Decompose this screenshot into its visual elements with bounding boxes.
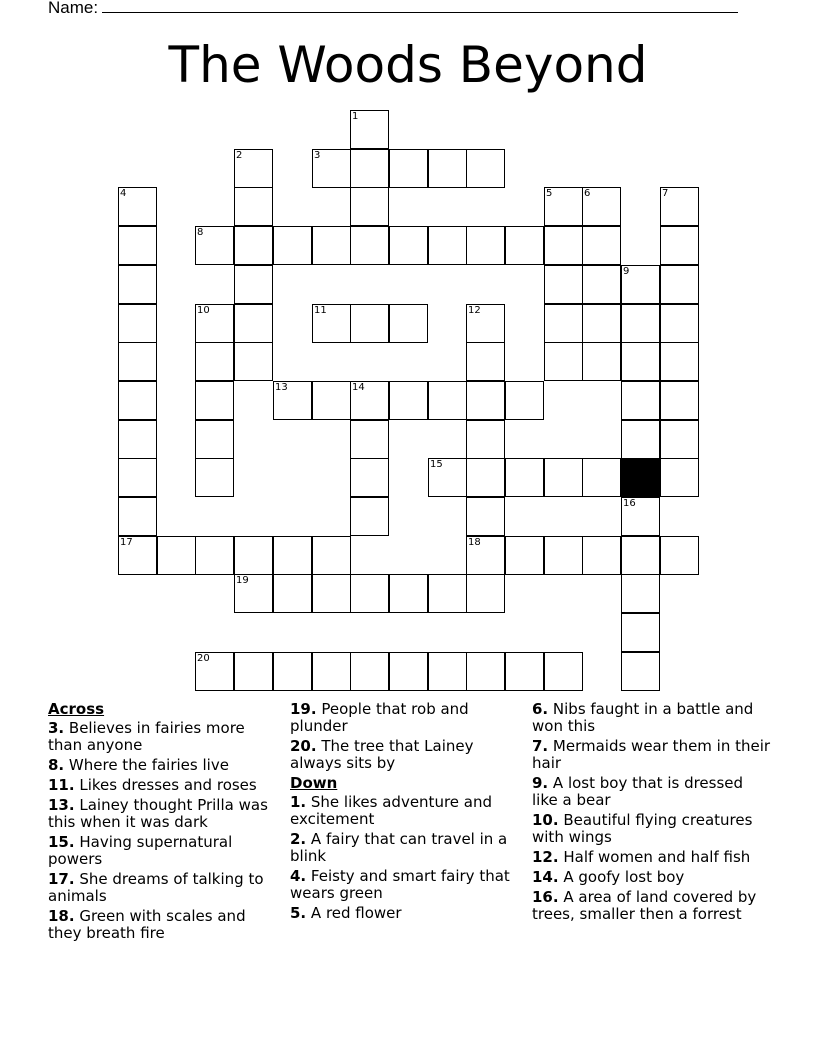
crossword-cell[interactable] [350, 110, 389, 149]
crossword-cell[interactable] [428, 574, 467, 613]
clue-item [532, 889, 772, 923]
crossword-cell[interactable] [273, 574, 312, 613]
crossword-cell[interactable] [466, 304, 505, 343]
crossword-cell[interactable] [582, 187, 621, 226]
crossword-cell[interactable] [505, 536, 544, 575]
name-label: Name: [48, 0, 99, 17]
clue-text: A goofy lost boy [558, 868, 685, 886]
crossword-cell[interactable] [466, 381, 505, 420]
crossword-cell[interactable] [582, 536, 621, 575]
clue-number: 13 [275, 382, 288, 393]
crossword-cell[interactable] [660, 226, 699, 265]
crossword-cell[interactable] [466, 420, 505, 459]
crossword-cell[interactable] [505, 652, 544, 691]
clue-text: She likes adventure and excitement [290, 793, 492, 828]
crossword-cell[interactable] [118, 342, 157, 381]
crossword-cell[interactable] [621, 381, 660, 420]
clue-number: 13. [48, 796, 75, 814]
clue-text: Beautiful flying creatures with wings [532, 811, 753, 846]
across-clue-list-continued [290, 701, 515, 772]
crossword-cell[interactable] [312, 149, 351, 188]
crossword-cell[interactable] [428, 226, 467, 265]
crossword-cell[interactable] [428, 381, 467, 420]
crossword-cell[interactable] [466, 652, 505, 691]
clue-text: A lost boy that is dressed like a bear [532, 774, 744, 809]
clue-item [532, 701, 772, 735]
clue-item [48, 871, 278, 905]
clue-number: 16 [623, 498, 636, 509]
clue-item [290, 868, 515, 902]
clue-text: People that rob and plunder [290, 700, 469, 735]
clue-column-1 [48, 701, 278, 945]
clue-number: 2. [290, 830, 307, 848]
crossword-cell[interactable] [350, 149, 389, 188]
down-clue-list-continued [532, 701, 772, 923]
clue-item [290, 738, 515, 772]
crossword-cell[interactable] [350, 574, 389, 613]
clue-number: 7 [662, 188, 669, 199]
clue-number: 17 [120, 537, 133, 548]
clue-number: 9 [623, 266, 630, 277]
crossword-cell[interactable] [118, 265, 157, 304]
crossword-cell[interactable] [234, 574, 273, 613]
clue-number: 6. [532, 700, 549, 718]
clue-text: A red flower [306, 904, 402, 922]
crossword-cell[interactable] [466, 458, 505, 497]
clue-text: A fairy that can travel in a blink [290, 830, 508, 865]
crossword-cell[interactable] [621, 265, 660, 304]
crossword-cell[interactable] [582, 342, 621, 381]
crossword-cell[interactable] [234, 226, 273, 265]
crossword-cell[interactable] [544, 187, 583, 226]
clue-text: Half women and half fish [558, 848, 751, 866]
crossword-cell[interactable] [582, 265, 621, 304]
clue-text: Mermaids wear them in their hair [532, 737, 771, 772]
clue-number: 8 [197, 227, 204, 238]
crossword-cell[interactable] [118, 187, 157, 226]
crossword-cell[interactable] [273, 536, 312, 575]
clue-number: 11. [48, 776, 75, 794]
crossword-cell[interactable] [350, 304, 389, 343]
clue-number: 4 [120, 188, 127, 199]
crossword-cell[interactable] [389, 304, 428, 343]
crossword-cell[interactable] [621, 574, 660, 613]
crossword-cell[interactable] [350, 652, 389, 691]
crossword-cell[interactable] [621, 304, 660, 343]
clue-number: 1. [290, 793, 307, 811]
clue-item [48, 908, 278, 942]
crossword-cell[interactable] [312, 226, 351, 265]
crossword-cell[interactable] [428, 652, 467, 691]
clue-item [48, 757, 278, 774]
clue-number: 12. [532, 848, 559, 866]
clue-number: 17. [48, 870, 75, 888]
crossword-cell[interactable] [234, 187, 273, 226]
crossword-cell[interactable] [466, 149, 505, 188]
clue-text: She dreams of talking to animals [48, 870, 264, 905]
clue-text: Lainey thought Prilla was this when it was dark [48, 796, 268, 831]
crossword-cell[interactable] [195, 342, 234, 381]
clue-item [532, 869, 772, 886]
crossword-cell[interactable] [582, 226, 621, 265]
crossword-cell[interactable] [118, 536, 157, 575]
clue-item [532, 812, 772, 846]
crossword-cell[interactable] [389, 574, 428, 613]
clue-number: 15. [48, 833, 75, 851]
crossword-cell[interactable] [582, 458, 621, 497]
crossword-cell[interactable] [389, 149, 428, 188]
crossword-cell[interactable] [312, 652, 351, 691]
clue-number: 3 [314, 150, 321, 161]
clue-column-3 [532, 701, 772, 926]
clue-number: 12 [468, 305, 481, 316]
crossword-cell[interactable] [544, 536, 583, 575]
crossword-cell[interactable] [157, 536, 196, 575]
crossword-cell[interactable] [118, 381, 157, 420]
crossword-cell[interactable] [273, 226, 312, 265]
crossword-cell[interactable] [428, 458, 467, 497]
clue-number: 18. [48, 907, 75, 925]
clue-item [48, 720, 278, 754]
crossword-cell[interactable] [505, 381, 544, 420]
clue-item [48, 777, 278, 794]
crossword-cell[interactable] [466, 342, 505, 381]
crossword-cell[interactable] [544, 458, 583, 497]
crossword-cell[interactable] [195, 381, 234, 420]
crossword-cell[interactable] [660, 187, 699, 226]
crossword-cell[interactable] [195, 304, 234, 343]
crossword-cell[interactable] [505, 226, 544, 265]
crossword-cell[interactable] [428, 149, 467, 188]
crossword-cell[interactable] [389, 381, 428, 420]
clue-text: Having supernatural powers [48, 833, 233, 868]
down-heading: Down [290, 774, 338, 792]
clue-number: 7. [532, 737, 549, 755]
clue-number: 15 [430, 459, 443, 470]
clue-number: 9. [532, 774, 549, 792]
clue-text: Likes dresses and roses [74, 776, 257, 794]
clue-number: 16. [532, 888, 559, 906]
crossword-cell[interactable] [582, 304, 621, 343]
crossword-cell[interactable] [544, 652, 583, 691]
across-clue-list [48, 720, 278, 942]
clue-item [290, 701, 515, 735]
clue-number: 14 [352, 382, 365, 393]
clue-text: Green with scales and they breath fire [48, 907, 246, 942]
crossword-cell[interactable] [350, 420, 389, 459]
crossword-cell[interactable] [350, 497, 389, 536]
crossword-cell[interactable] [621, 420, 660, 459]
crossword-cell[interactable] [660, 420, 699, 459]
crossword-cell[interactable] [466, 536, 505, 575]
clue-item [290, 905, 515, 922]
clue-text: Nibs faught in a battle and won this [532, 700, 754, 735]
crossword-cell[interactable] [195, 536, 234, 575]
clue-text: Feisty and smart fairy that wears green [290, 867, 510, 902]
crossword-cell[interactable] [118, 226, 157, 265]
crossword-cell[interactable] [544, 226, 583, 265]
crossword-cell[interactable] [118, 497, 157, 536]
clue-number: 20. [290, 737, 317, 755]
clue-text: The tree that Lainey always sits by [290, 737, 474, 772]
crossword-cell[interactable] [660, 342, 699, 381]
across-heading: Across [48, 700, 105, 718]
crossword-cell[interactable] [195, 458, 234, 497]
clue-column-2 [290, 701, 515, 925]
clue-item [48, 834, 278, 868]
clue-number: 6 [584, 188, 591, 199]
down-clue-list [290, 794, 515, 922]
crossword-cell[interactable] [660, 381, 699, 420]
crossword-cell[interactable] [273, 381, 312, 420]
crossword-cell[interactable] [234, 536, 273, 575]
crossword-cell[interactable] [195, 226, 234, 265]
clue-number: 14. [532, 868, 559, 886]
clue-item [532, 775, 772, 809]
crossword-cell[interactable] [350, 187, 389, 226]
crossword-cell[interactable] [621, 497, 660, 536]
crossword-cell[interactable] [195, 420, 234, 459]
clue-number: 18 [468, 537, 481, 548]
crossword-cell[interactable] [312, 381, 351, 420]
crossword-cell[interactable] [350, 381, 389, 420]
crossword-cell[interactable] [118, 458, 157, 497]
clue-number: 20 [197, 653, 210, 664]
crossword-cell[interactable] [544, 342, 583, 381]
crossword-cell[interactable] [350, 458, 389, 497]
crossword-cell[interactable] [466, 226, 505, 265]
clue-number: 10. [532, 811, 559, 829]
clue-number: 19 [236, 575, 249, 586]
clue-text: A area of land covered by trees, smaller then a forrest [532, 888, 757, 923]
crossword-cell[interactable] [234, 342, 273, 381]
crossword-cell[interactable] [389, 652, 428, 691]
crossword-cell[interactable] [234, 304, 273, 343]
clue-item [290, 831, 515, 865]
crossword-cell[interactable] [660, 458, 699, 497]
crossword-cell[interactable] [544, 265, 583, 304]
black-cell [621, 458, 660, 497]
clue-number: 5. [290, 904, 307, 922]
clue-item [290, 794, 515, 828]
crossword-cell[interactable] [621, 613, 660, 652]
crossword-cell[interactable] [466, 497, 505, 536]
crossword-cell[interactable] [660, 265, 699, 304]
crossword-cell[interactable] [660, 304, 699, 343]
crossword-cell[interactable] [234, 265, 273, 304]
crossword-cell[interactable] [312, 536, 351, 575]
crossword-cell[interactable] [195, 652, 234, 691]
crossword-cell[interactable] [505, 458, 544, 497]
clue-text: Believes in fairies more than anyone [48, 719, 245, 754]
crossword-cell[interactable] [350, 226, 389, 265]
clue-item [532, 849, 772, 866]
crossword-cell[interactable] [273, 652, 312, 691]
crossword-cell[interactable] [621, 342, 660, 381]
clue-number: 8. [48, 756, 65, 774]
page-title: The Woods Beyond [168, 36, 648, 94]
clue-number: 3. [48, 719, 65, 737]
crossword-cell[interactable] [118, 420, 157, 459]
crossword-cell[interactable] [118, 304, 157, 343]
clue-text: Where the fairies live [64, 756, 229, 774]
clue-number: 10 [197, 305, 210, 316]
crossword-cell[interactable] [312, 304, 351, 343]
crossword-cell[interactable] [389, 226, 428, 265]
crossword-cell[interactable] [466, 574, 505, 613]
clue-item [48, 797, 278, 831]
clue-number: 4. [290, 867, 307, 885]
clue-number: 11 [314, 305, 327, 316]
crossword-cell[interactable] [312, 574, 351, 613]
crossword-cell[interactable] [660, 536, 699, 575]
crossword-cell[interactable] [544, 304, 583, 343]
clue-number: 19. [290, 700, 317, 718]
clue-number: 1 [352, 111, 359, 122]
crossword-cell[interactable] [234, 652, 273, 691]
crossword-cell[interactable] [234, 149, 273, 188]
clue-number: 2 [236, 150, 243, 161]
crossword-cell[interactable] [621, 536, 660, 575]
clue-item [532, 738, 772, 772]
clue-number: 5 [546, 188, 553, 199]
crossword-cell[interactable] [621, 652, 660, 691]
